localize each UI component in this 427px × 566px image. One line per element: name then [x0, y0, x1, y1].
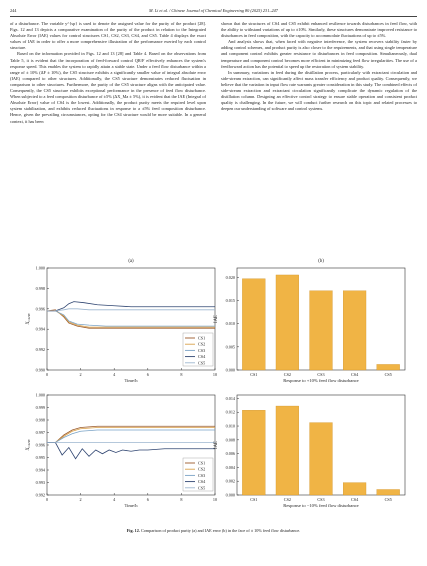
y-tick-label: 0.997	[35, 430, 45, 435]
legend-label: CS3	[198, 472, 206, 478]
panel-title: (a)	[128, 259, 134, 264]
x-tick-label: 2	[79, 497, 82, 502]
series-line-cs5	[47, 309, 215, 311]
y-tick-label: 0.010	[225, 423, 235, 429]
y-tick-label: 0.994	[35, 467, 45, 473]
x-tick-label: 8	[180, 372, 183, 377]
y-tick-label: 0.992	[35, 347, 45, 353]
left-text-column	[10, 21, 206, 125]
y-tick-label: 0.012	[225, 409, 235, 415]
paragraph: of a disturbance. The variable y^{sp} is used to denote the assigned value for the purity of the product [28]. Figs. 12 and 13 depicts a comparative examination of the purity of the product in relation to the Integrated Absolute Error (IAE) values for control structures CS1, CS2, CS3, CS4, and CS5. Table 4 displays the exact values of IAE in order to offer a more comprehensive illustration of the performance exerted by each control structure.	[10, 21, 206, 51]
x-tick-label: CS2	[283, 372, 292, 377]
y-tick-label: 0.015	[225, 297, 235, 303]
x-tick-label: 10	[212, 372, 218, 377]
series-line-cs3	[47, 430, 215, 443]
series-line-cs4	[47, 443, 215, 459]
y-tick-label: 0.994	[35, 326, 45, 332]
x-tick-label: CS4	[350, 497, 359, 502]
x-tick-label: 2	[79, 372, 82, 377]
x-tick-label: CS5	[384, 372, 392, 377]
bar-cs5	[377, 489, 400, 495]
x-tick-label: 10	[212, 497, 218, 502]
x-axis-label: Response to +10% feed flow disturbance	[283, 378, 359, 383]
y-tick-label: 1.000	[35, 265, 45, 271]
series-line-cs1	[47, 310, 215, 328]
purity-line-chart-top	[0, 255, 427, 525]
x-tick-label: CS4	[350, 372, 359, 377]
y-tick-label: 0.996	[35, 306, 45, 312]
bar-cs5	[377, 364, 400, 370]
paragraph: Based on the information provided in Figs. 12 and 13 [28] and Table 4. Based on the observations from Table 5, it is evident that the incorporation of feed-forward control QR/F effectively enhances the system's response speed. This enables the system to rapidly attain a stable state. Under a feed flow disturbance within a range of ± 10% (ΔF ± 10%), the CS5 structure exhibits a significantly smaller value of integral absolute error (IAE) compared to other structures. Additionally, the CS5 structure demonstrates reduced fluctuation in comparison to other structures. Furthermore, the purity of the CS5 structure aligns with the anticipated value. Consequently, the CS5 structure exhibits exceptional performance in the presence of feed flow disturbance. When subjected to a feed composition disturbance of ±5% (ΔX_Ma ± 5%), it is evident that the IAE (Integral of Absolute Error) value of CS4 is the lowest. Additionally, the product purity meets the required level upon system stabilization, and exhibits reduced fluctuations in response to a ±5% feed composition disturbance. Hence, given the prevailing circumstances, opting for the CS4 structure would be more suitable. In a general context, it has been	[10, 51, 206, 124]
paragraph: shown that the structures of CS4 and CS5 exhibit enhanced resilience towards disturbances in feed flow, with the ability to withstand variations of up to ±10%. Similarly, these structures demonstrate improved resistance to disturbances in feed composition, with the capacity to accommodate fluctuations of up to ±5%.	[221, 21, 417, 39]
paragraph: In summary, variations in feed during the distillation process, particularly with extractant circulation and side-stream extraction, can significantly affect mass transfer efficiency and product quality. Consequently, we believe that the variation in input flow rate warrants greater consideration in this study. The combined effects of side-stream extraction and extractant circulation significantly complicate the dynamic regulation of the distillation column. Designing an effective control strategy to ensure stable operation and consistent product quality is challenging. In the future, we will conduct further research on this topic and related processes to deepen our understanding of software and control systems.	[221, 69, 417, 112]
y-tick-label: 0.005	[225, 344, 235, 350]
y-axis-label: IAE	[214, 441, 219, 449]
series-line-cs3	[47, 311, 215, 326]
bar-cs3	[310, 291, 333, 370]
legend-label: CS4	[198, 354, 206, 360]
y-tick-label: 0.020	[225, 274, 235, 280]
axis-label-main: X	[26, 321, 31, 325]
x-tick-label: 6	[146, 497, 149, 502]
y-tick-label: 0.999	[35, 405, 45, 410]
y-tick-label: 0.004	[225, 464, 235, 470]
y-tick-label: 0.014	[225, 395, 235, 401]
y-tick-label: 0.993	[35, 480, 45, 485]
bar-cs1	[242, 279, 265, 370]
header-rule	[10, 16, 417, 17]
y-tick-label: 0.990	[35, 367, 45, 373]
x-axis-label: Time/h	[124, 503, 138, 508]
y-tick-label: 0.996	[35, 442, 45, 448]
x-tick-label: 4	[113, 497, 116, 502]
legend-label: CS4	[198, 479, 206, 485]
legend-label: CS5	[198, 485, 206, 491]
x-axis-label: Response to −10% feed flow disturbance	[283, 503, 359, 508]
page-number: 244	[10, 8, 17, 13]
x-tick-label: CS5	[384, 497, 392, 502]
x-axis-label: Time/h	[124, 378, 138, 383]
x-tick-label: CS3	[317, 372, 325, 377]
x-tick-label: CS3	[317, 497, 325, 502]
figure-12	[0, 255, 427, 525]
y-tick-label: 0.006	[225, 451, 235, 457]
legend-label: CS2	[198, 341, 206, 347]
x-tick-label: CS1	[250, 372, 258, 377]
x-tick-label: CS1	[250, 497, 258, 502]
y-tick-label: 0.998	[35, 285, 45, 291]
axis-label-subscript: C4H8	[27, 439, 32, 448]
y-tick-label: 1.000	[35, 392, 45, 398]
series-line-cs1	[47, 426, 215, 442]
y-tick-label: 0.008	[225, 437, 235, 443]
x-tick-label: 0	[45, 497, 49, 502]
bar-cs4	[343, 483, 366, 495]
right-text-column	[221, 21, 417, 112]
legend-label: CS3	[198, 347, 206, 353]
y-tick-label: 0.000	[225, 367, 235, 373]
x-tick-label: 8	[180, 497, 183, 502]
bar-cs4	[343, 291, 366, 370]
y-tick-label: 0.002	[225, 478, 235, 484]
axis-label-main: X	[26, 447, 31, 451]
y-axis-label	[26, 313, 31, 325]
x-tick-label: 4	[113, 372, 116, 377]
bar-cs3	[310, 423, 333, 495]
legend-label: CS1	[198, 335, 206, 341]
y-tick-label: 0.995	[35, 455, 45, 460]
bar-cs2	[276, 406, 299, 495]
x-tick-label: 6	[146, 372, 149, 377]
legend-label: CS5	[198, 360, 206, 366]
caption-text: Comparison of product purity (a) and IAE error (b) in the face of ± 10% feed flow disturbance.	[140, 528, 301, 533]
y-tick-label: 0.010	[225, 321, 235, 327]
legend-label: CS1	[198, 460, 206, 466]
bar-cs1	[242, 410, 265, 495]
y-axis-label	[26, 439, 31, 451]
paragraph: And analysis shows that, when faced with negative interference, the system recovers stability faster by adding control schemes, and product purity is also closer to the requirements, and that using single temperature and component control exhibits greater resistance to disturbances in feed composition. Simultaneously, dual temperature and component control becomes more efficient in minimizing feed flow irregularities. The use of a feedforward action has the potential to speed up the restoration of system stability.	[221, 39, 417, 69]
y-tick-label: 0.000	[225, 492, 235, 498]
x-tick-label: CS2	[283, 497, 292, 502]
y-tick-label: 0.998	[35, 417, 45, 423]
axis-label-subscript: C4H8	[27, 313, 32, 322]
y-tick-label: 0.992	[35, 492, 45, 498]
caption-label: Fig. 12.	[126, 528, 140, 533]
bar-cs2	[276, 275, 299, 370]
panel-title: (b)	[318, 259, 324, 264]
y-axis-label: IAE	[214, 315, 219, 323]
legend-label: CS2	[198, 466, 206, 472]
figure-caption	[0, 528, 427, 533]
journal-citation: M. Li et al. / Chinese Journal of Chemical Engineering 80 (2025) 231–247	[149, 8, 278, 13]
x-tick-label: 0	[45, 372, 49, 377]
